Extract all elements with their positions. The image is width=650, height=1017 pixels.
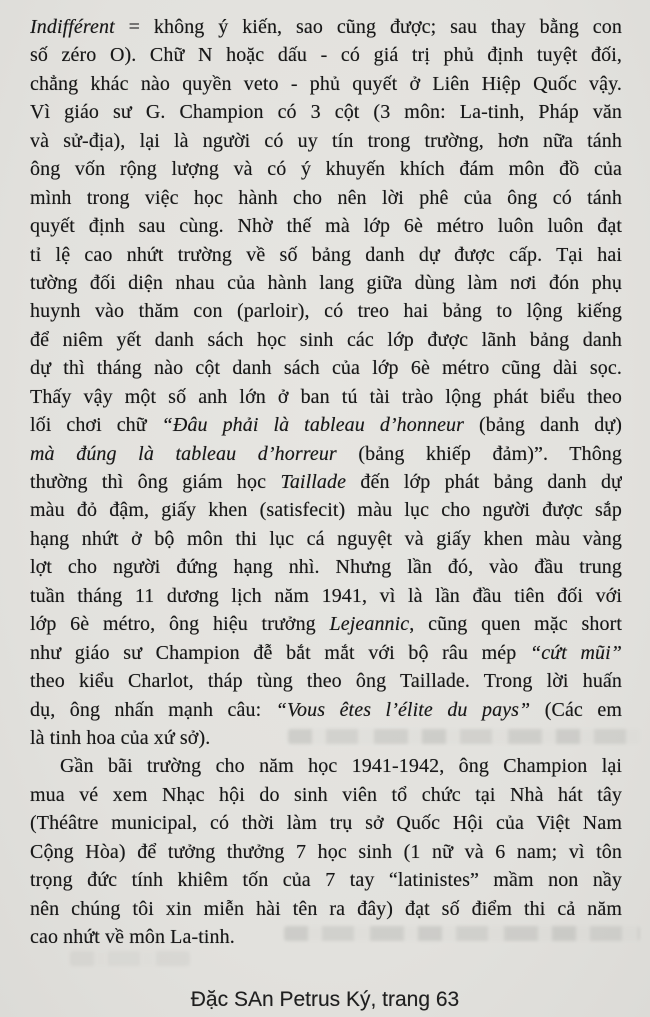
italic-text-run: “Đâu phải là tableau d’honneur [161,414,465,437]
text-run: Thấy vậy một số anh lớn ở ban tú tài trào lộng phát biểu theo [30,385,622,408]
text-line [30,127,622,155]
bleed-through-artifact [70,951,190,966]
body-text [30,13,622,951]
text-line [30,241,622,269]
text-line [30,41,622,69]
italic-text-run: Lejeannic [329,613,410,636]
text-line [30,297,622,325]
text-run: quyết định sau cùng. Nhờ thế mà lớp 6è métro luôn luôn đạt [30,215,622,238]
page-footer-label: Đặc SAn Petrus Ký, trang 63 [190,988,460,1011]
text-run: và sử-địa), lại là người có uy tín trong trường, hơn nữa tánh [30,129,622,152]
text-line [30,98,622,126]
text-line [30,639,622,667]
text-line [30,155,622,183]
italic-text-run: mà đúng là tableau d’horreur [30,442,337,465]
text-run: huynh vào thăm con (parloir), có treo hai bảng to lộng kiếng [30,300,622,323]
text-run: dụ, ông nhấn mạnh câu: [30,698,276,721]
text-run: theo kiểu Charlot, tháp tùng theo ông Taillade. Trong lời huấn [30,670,622,693]
text-line [30,724,622,752]
text-line [30,411,622,439]
text-line [30,354,622,382]
text-line [30,70,622,98]
text-line [30,269,622,297]
text-run: là tinh hoa của xứ sở). [30,726,211,749]
text-run: hạng nhứt ở bộ môn thi lục cá nguyệt và giấy khen màu vàng [30,527,622,550]
text-line [30,13,622,41]
text-run: Vì giáo sư G. Champion có 3 cột (3 môn: La-tinh, Pháp văn [30,101,622,124]
text-line [30,525,622,553]
text-run: ông vốn rộng lượng và có ý khuyến khích đám môn đồ của [30,158,622,181]
text-line [30,212,622,240]
text-run: mình trong việc học hành cho nên lời phê của ông có tánh [30,186,622,209]
text-run: lối chơi chữ [30,414,162,437]
text-run: chẳng khác nào quyền veto - phủ quyết ở Liên Hiệp Quốc vậy. [30,72,622,95]
text-run: (Các em [530,698,622,721]
text-line [30,895,622,923]
text-run: , cũng quen mặc short [409,613,622,636]
text-line [30,440,622,468]
text-run: trọng đức tính khiêm tốn của 7 tay “latinistes” mầm non nầy [30,869,622,892]
text-run: mua vé xem Nhạc hội do sinh viên tổ chức tại Nhà hát tây [30,783,622,806]
text-line [30,923,622,951]
text-run: (Théâtre municipal, có thời làm trụ sở Quốc Hội của Việt Nam [30,812,622,835]
text-run: màu đỏ đậm, giấy khen (satisfecit) màu lục cho người được sắp [30,499,622,522]
italic-text-run: Taillade [280,471,347,493]
text-line [30,184,622,212]
text-run: thường thì ông giám học [30,471,281,493]
text-line [30,496,622,524]
text-run: tuần tháng 11 dương lịch năm 1941, vì là lần đầu tiên đối với [30,584,622,607]
text-line [30,696,622,724]
text-run: (bảng danh dự) [464,414,622,437]
text-line [30,809,622,837]
text-run: = không ý kiến, sao cũng được; sau thay bằng con [114,16,622,38]
text-line [30,326,622,354]
italic-text-run: “Vous êtes l’élite du pays” [275,698,531,721]
text-line [30,781,622,809]
text-run: nên chúng tôi xin miễn hài tên ra đây) đạt số điểm thi cả năm [30,897,622,920]
text-run: số zéro O). Chữ N hoặc dấu - có giá trị phủ định tuyệt đối, [30,44,622,67]
text-run: như giáo sư Champion đễ bắt mắt với bộ râu mép [30,641,530,664]
text-run: tường đối diện nhau của hành lang giữa dùng làm nơi đón phụ [30,271,622,294]
text-run: lợt cho người đứng hạng nhì. Nhưng lần đó, vào đầu trung [30,556,622,579]
text-line [30,667,622,695]
text-run: (bảng khiếp đảm)”. Thông [336,442,622,465]
text-line [30,838,622,866]
text-run: dự thì tháng nào cột danh sách của lớp 6è métro cũng dài sọc. [30,357,622,380]
text-line [30,468,622,496]
text-run: đến lớp phát bảng danh dự [346,471,622,493]
text-run: Gần bãi trường cho năm học 1941-1942, ông Champion lại [60,755,622,778]
text-run: tỉ lệ cao nhứt trường về số bảng danh dự được cấp. Tại hai [30,243,622,266]
text-line [30,866,622,894]
text-run: để niêm yết danh sách học sinh các lớp được lãnh bảng danh [30,328,622,351]
italic-text-run: “cứt mũi” [529,641,622,664]
text-line [30,752,622,780]
text-run: cao nhứt về môn La-tinh. [30,926,235,948]
text-run: lớp 6è métro, ông hiệu trưởng [30,613,330,636]
text-line [30,383,622,411]
text-line [30,582,622,610]
text-line [30,553,622,581]
text-line [30,610,622,638]
italic-text-run: Indifférent [30,16,115,38]
text-run: Cộng Hòa) để tưởng thưởng 7 học sinh (1 nữ và 6 nam; vì tôn [30,840,622,863]
